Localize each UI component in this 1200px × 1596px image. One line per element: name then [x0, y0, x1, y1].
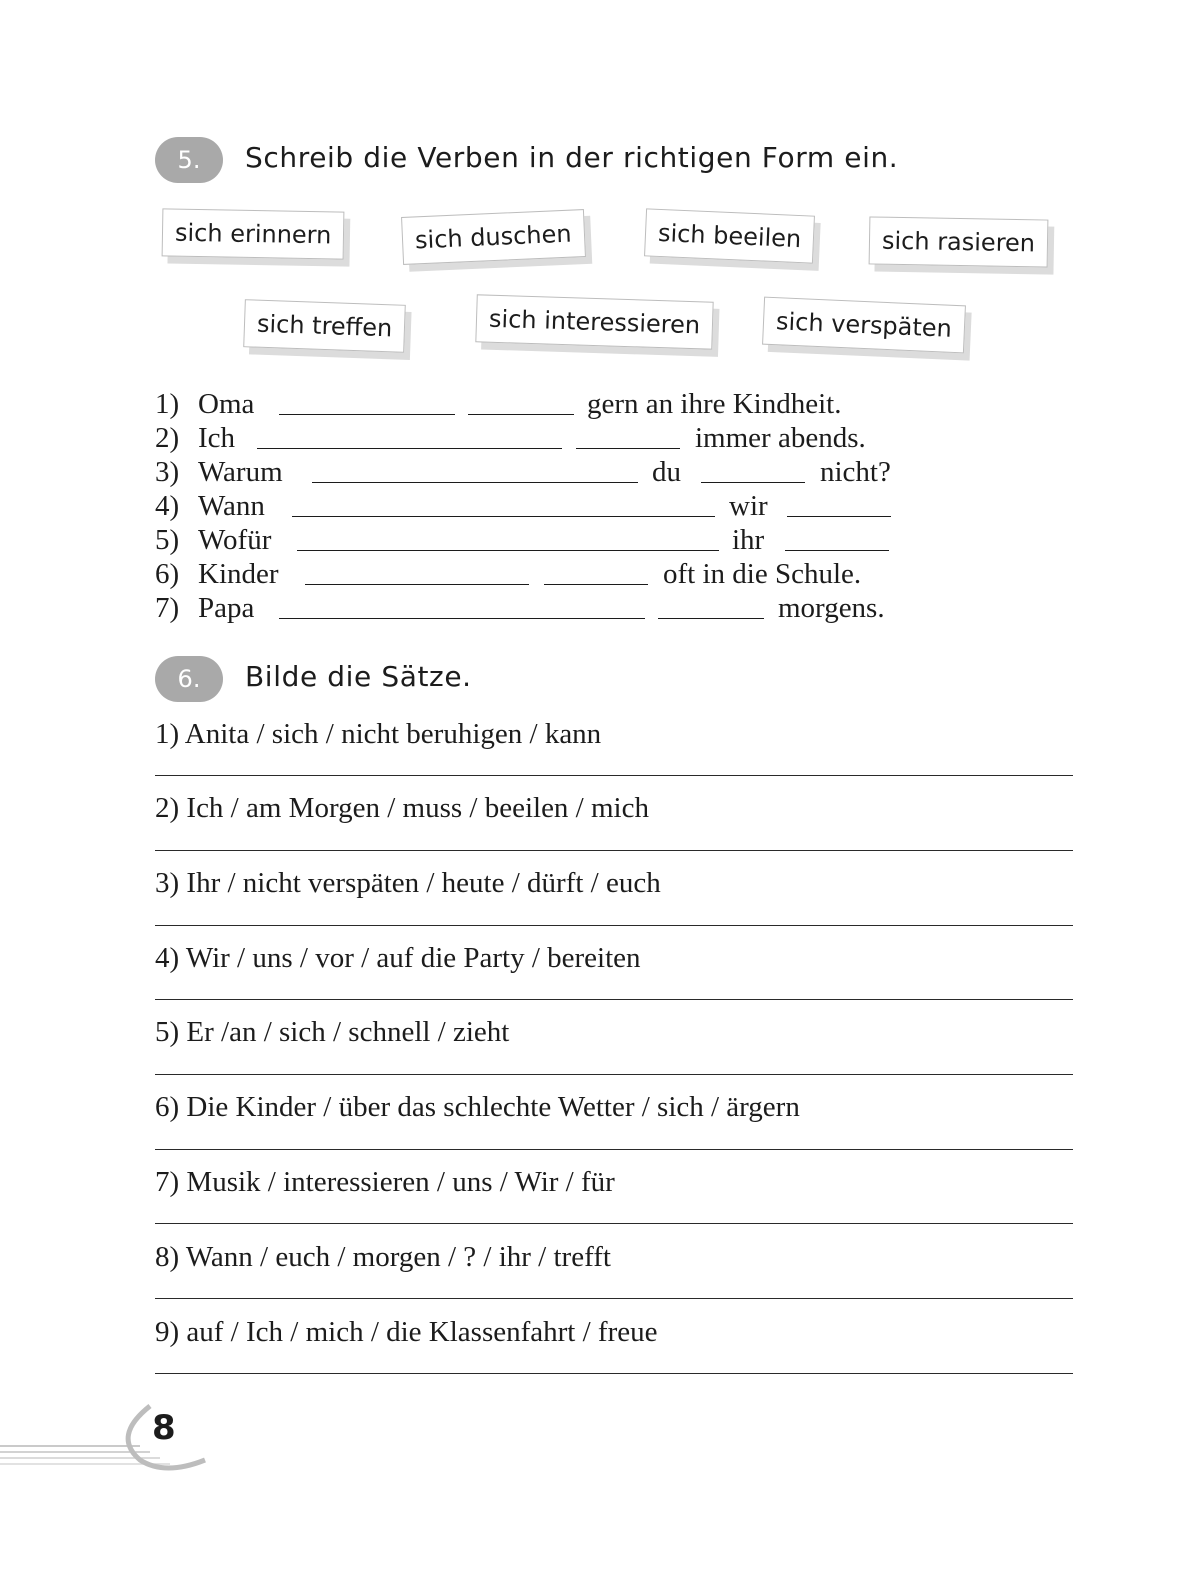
scrambled-sentence: 6) Die Kinder / über das schlechte Wetter / sich / ärgern — [155, 1091, 800, 1123]
item-middle: wir — [729, 490, 768, 522]
item-ending: morgens. — [778, 592, 885, 624]
item-ending: immer abends. — [695, 422, 866, 454]
verb-card[interactable]: sich beeilen — [644, 208, 815, 263]
item-ending: oft in die Schule. — [663, 558, 862, 590]
answer-blank[interactable] — [297, 550, 719, 551]
exercise-6-title: Bilde die Sätze. — [245, 660, 472, 693]
scrambled-sentence: 1) Anita / sich / nicht beruhigen / kann — [155, 718, 602, 750]
answer-line[interactable] — [155, 1373, 1073, 1374]
scrambled-sentence: 3) Ihr / nicht verspäten / heute / dürft / euch — [155, 867, 661, 899]
item-middle: du — [652, 456, 681, 488]
verb-card[interactable]: sich verspäten — [762, 297, 966, 354]
answer-blank[interactable] — [787, 516, 891, 517]
answer-line[interactable] — [155, 850, 1073, 851]
answer-blank[interactable] — [544, 584, 648, 585]
item-subject: Kinder — [198, 558, 279, 590]
scrambled-sentence: 2) Ich / am Morgen / muss / beeilen / mich — [155, 792, 649, 824]
answer-blank[interactable] — [701, 482, 805, 483]
answer-blank[interactable] — [257, 448, 562, 449]
exercise-5-number-badge: 5. — [155, 137, 223, 183]
answer-blank[interactable] — [468, 414, 574, 415]
item-middle: ihr — [732, 524, 765, 556]
page-number: 8 — [152, 1408, 176, 1448]
item-ending: gern an ihre Kindheit. — [587, 388, 842, 420]
exercise-5-title: Schreib die Verben in der richtigen Form ein. — [245, 141, 899, 174]
answer-blank[interactable] — [279, 618, 645, 619]
answer-blank[interactable] — [576, 448, 680, 449]
scrambled-sentence: 4) Wir / uns / vor / auf die Party / bereiten — [155, 942, 641, 974]
scrambled-sentence: 5) Er /an / sich / schnell / zieht — [155, 1016, 510, 1048]
answer-line[interactable] — [155, 1223, 1073, 1224]
answer-line[interactable] — [155, 775, 1073, 776]
answer-blank[interactable] — [292, 516, 715, 517]
answer-line[interactable] — [155, 999, 1073, 1000]
verb-card[interactable]: sich rasieren — [869, 216, 1049, 267]
scrambled-sentence: 8) Wann / euch / morgen / ? / ihr / trefft — [155, 1241, 611, 1273]
item-number: 5) — [155, 524, 180, 556]
answer-line[interactable] — [155, 1074, 1073, 1075]
item-subject: Ich — [198, 422, 236, 454]
verb-card[interactable]: sich duschen — [401, 209, 585, 265]
answer-blank[interactable] — [305, 584, 529, 585]
item-number: 1) — [155, 388, 180, 420]
item-subject: Wofür — [198, 524, 272, 556]
item-ending: nicht? — [820, 456, 891, 488]
exercise-6-number-badge: 6. — [155, 656, 223, 702]
item-number: 4) — [155, 490, 180, 522]
answer-line[interactable] — [155, 1298, 1073, 1299]
item-number: 2) — [155, 422, 180, 454]
item-number: 3) — [155, 456, 180, 488]
scrambled-sentence: 7) Musik / interessieren / uns / Wir / für — [155, 1166, 615, 1198]
item-number: 6) — [155, 558, 180, 590]
verb-card[interactable]: sich interessieren — [475, 294, 714, 349]
answer-blank[interactable] — [785, 550, 889, 551]
answer-blank[interactable] — [279, 414, 455, 415]
verb-card[interactable]: sich treffen — [243, 299, 406, 353]
answer-blank[interactable] — [658, 618, 764, 619]
scrambled-sentence: 9) auf / Ich / mich / die Klassenfahrt / freue — [155, 1316, 658, 1348]
page-number-ornament — [0, 1400, 220, 1480]
verb-card[interactable]: sich erinnern — [162, 208, 345, 259]
item-number: 7) — [155, 592, 180, 624]
item-subject: Warum — [198, 456, 283, 488]
answer-line[interactable] — [155, 925, 1073, 926]
answer-blank[interactable] — [312, 482, 638, 483]
answer-line[interactable] — [155, 1149, 1073, 1150]
item-subject: Papa — [198, 592, 255, 624]
item-subject: Oma — [198, 388, 255, 420]
item-subject: Wann — [198, 490, 265, 522]
